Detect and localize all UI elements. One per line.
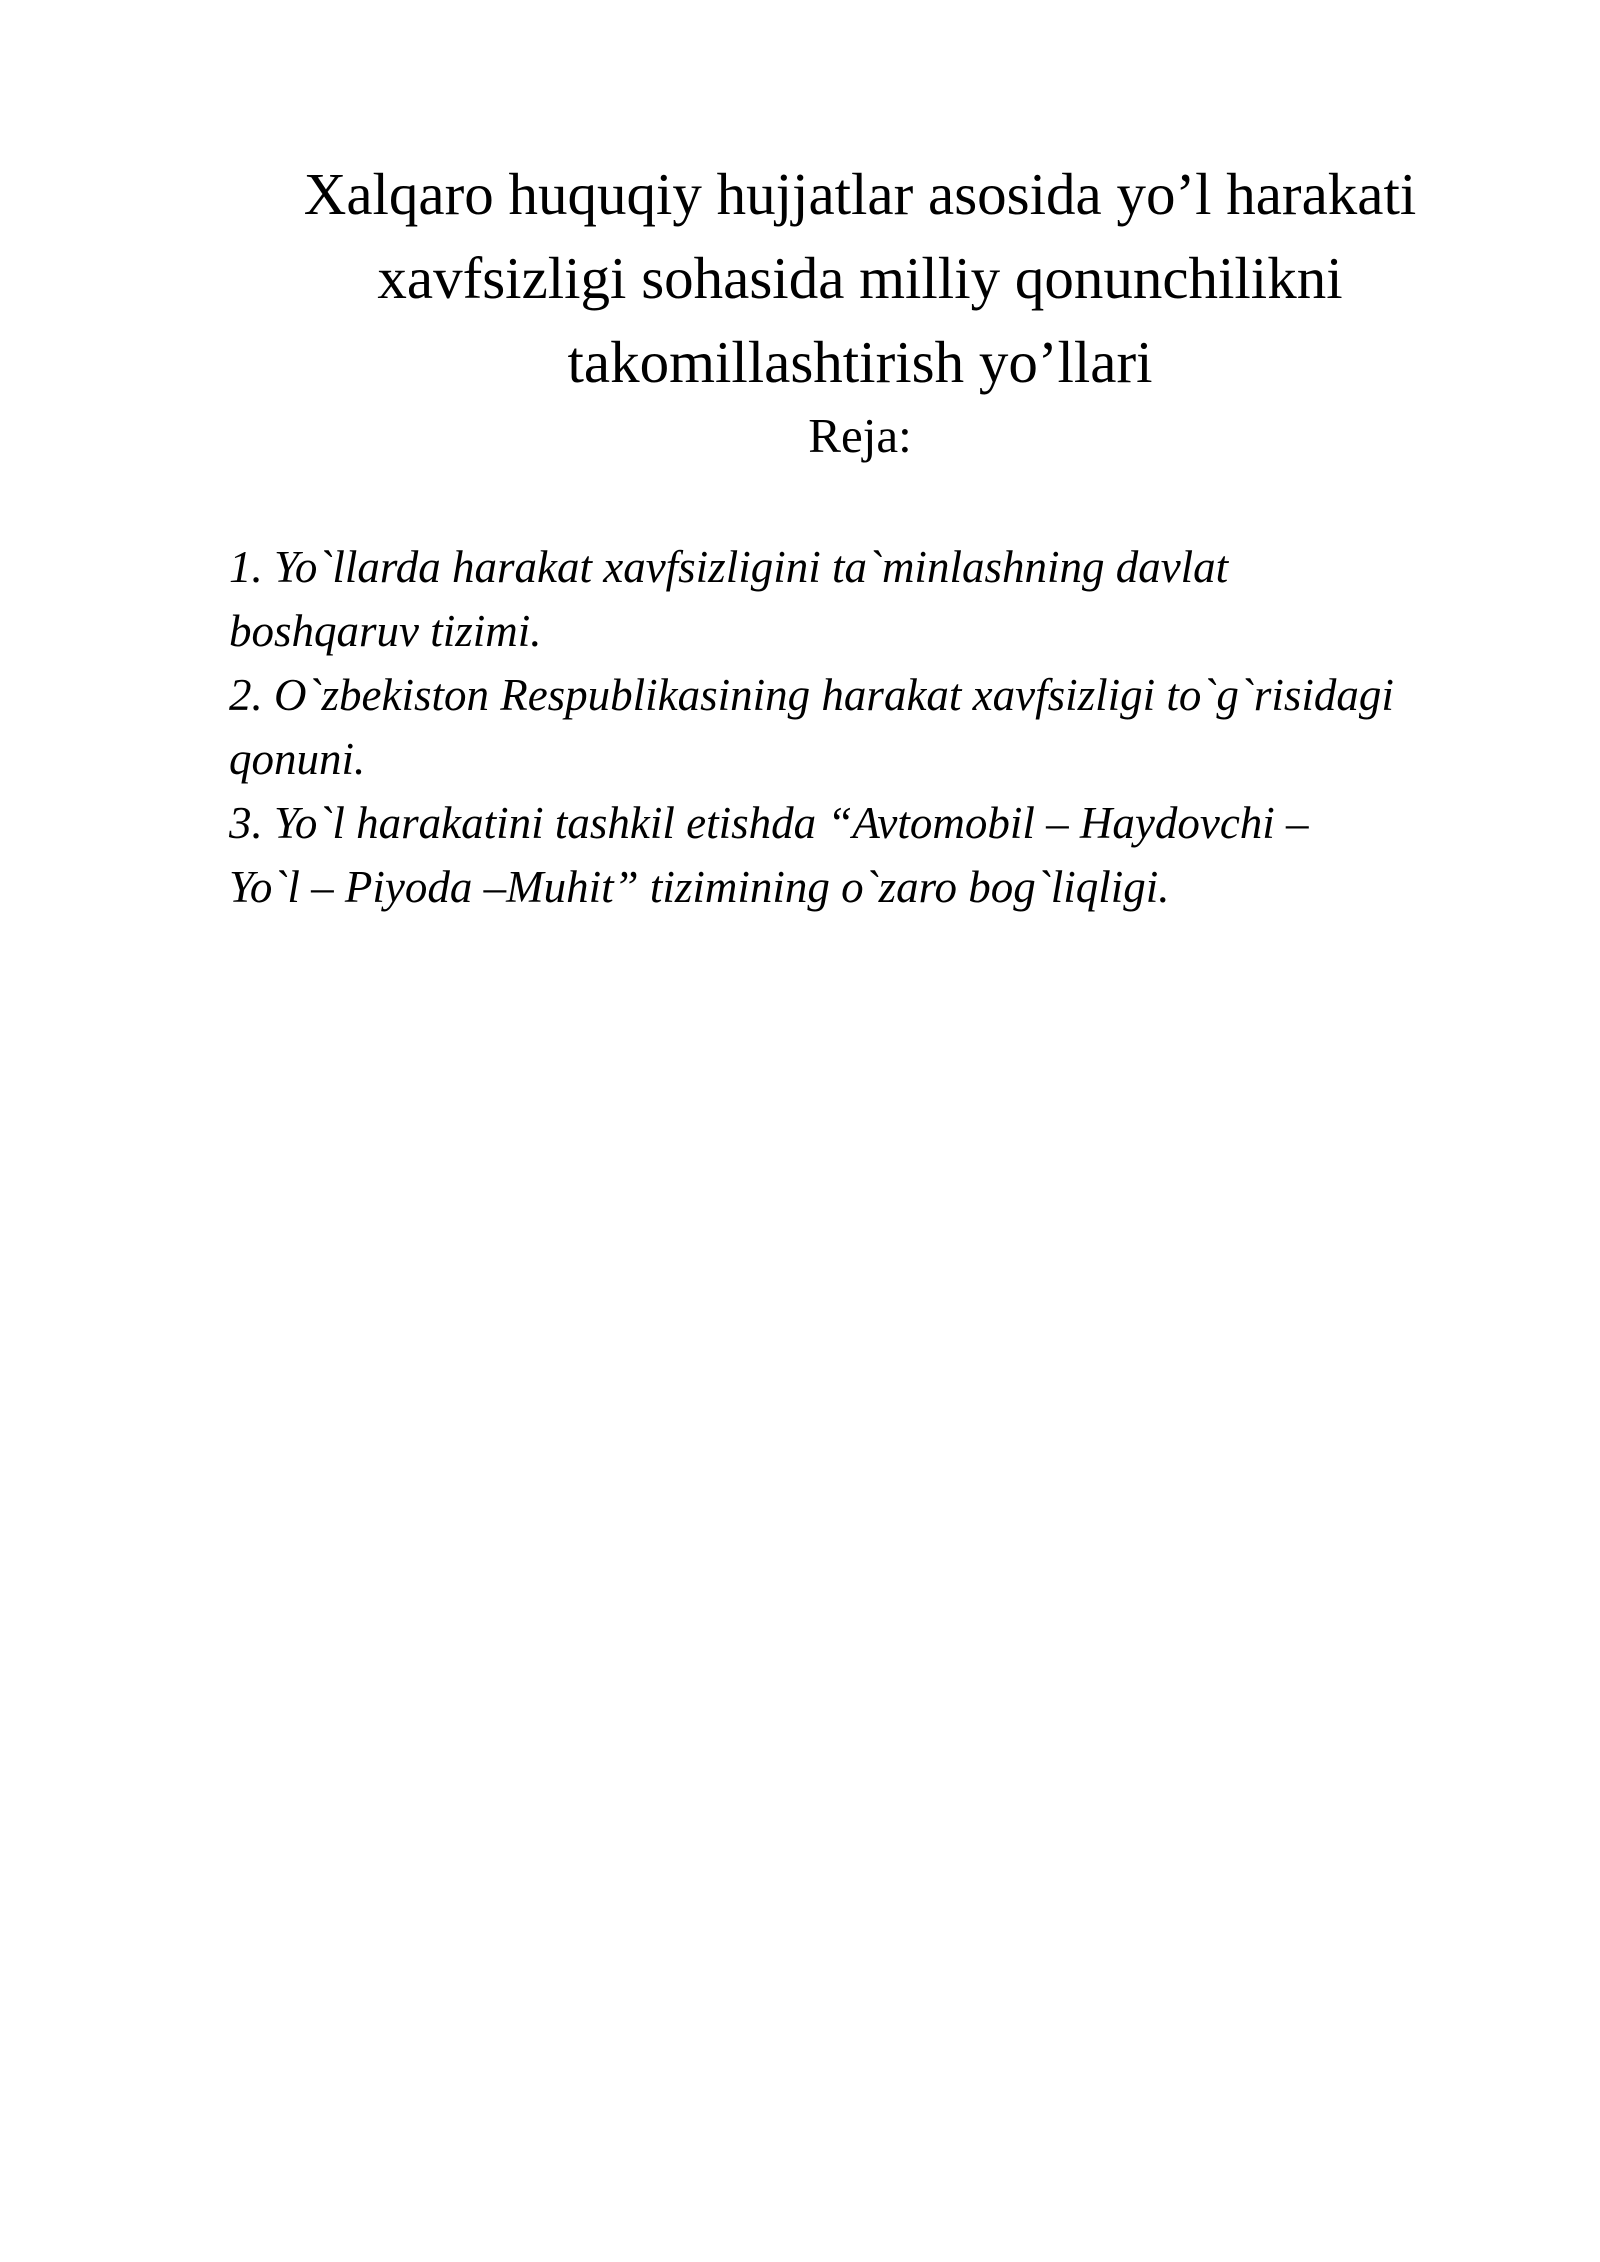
title-line: takomillashtirish yo’llari	[567, 329, 1153, 395]
plan-item-line: 2. O`zbekiston Respublikasining harakat xavfsizligi to`g`risidagi	[229, 670, 1394, 720]
plan-item	[229, 663, 1489, 791]
plan-item-line: boshqaruv tizimi.	[229, 606, 542, 656]
plan-item-line: Yo`l – Piyoda –Muhit” tizimining o`zaro bog`liqligi.	[229, 862, 1170, 912]
title-line: Xalqaro huquqiy hujjatlar asosida yo’l harakati	[303, 161, 1417, 227]
plan-item-line: 3. Yo`l harakatini tashkil etishda “Avtomobil – Haydovchi –	[229, 798, 1309, 848]
document-title	[270, 152, 1450, 404]
plan-item-line: qonuni.	[229, 734, 366, 784]
plan-list	[229, 535, 1489, 919]
title-line: xavfsizligi sohasida milliy qonunchilikni	[377, 245, 1343, 311]
plan-item	[229, 535, 1489, 663]
plan-heading: Reja:	[808, 408, 912, 463]
plan-item-line: 1. Yo`llarda harakat xavfsizligini ta`minlashning davlat	[229, 542, 1229, 592]
plan-item	[229, 791, 1489, 919]
